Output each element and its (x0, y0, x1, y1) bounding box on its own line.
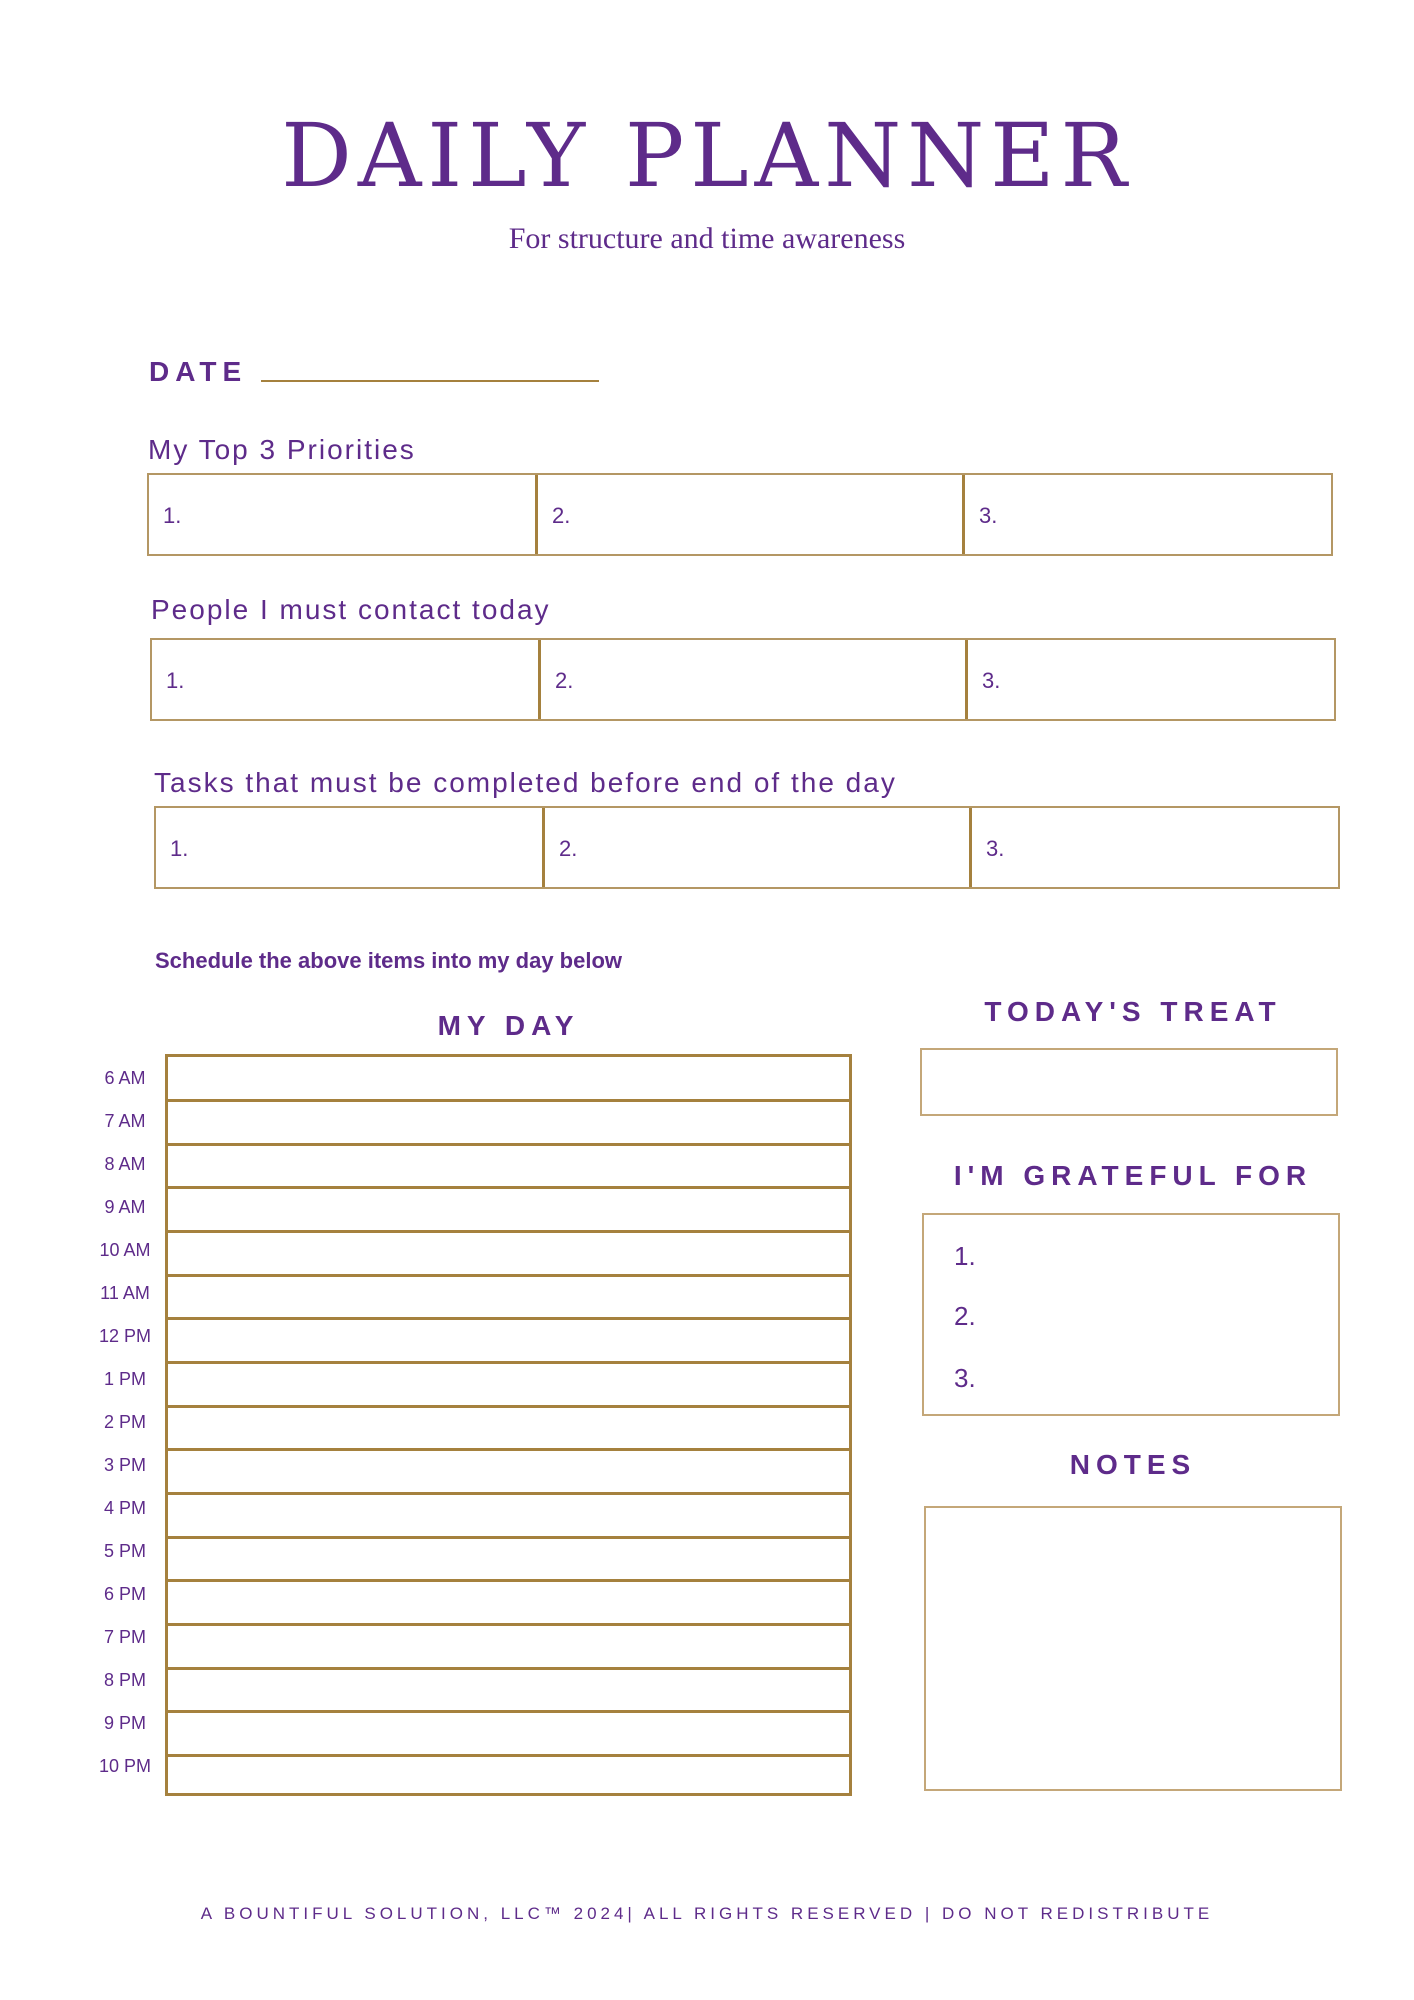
time-label: 10 PM (98, 1756, 152, 1776)
hour-line (168, 1143, 849, 1146)
hour-line (168, 1405, 849, 1408)
date-line[interactable] (261, 380, 599, 382)
my-day-heading: MY DAY (437, 1010, 580, 1041)
grateful-heading: I'M GRATEFUL FOR (953, 1160, 1313, 1191)
hour-line (168, 1274, 849, 1277)
task-number: 3. (986, 836, 1005, 861)
task-cell-2[interactable] (542, 808, 969, 887)
task-number: 2. (559, 836, 578, 861)
task-cell-3[interactable] (969, 808, 1338, 887)
time-label: 4 PM (103, 1498, 146, 1518)
page-title: DAILY PLANNER (281, 104, 1133, 207)
hour-line (168, 1536, 849, 1539)
hour-line (168, 1186, 849, 1189)
hour-line (168, 1317, 849, 1320)
notes-box[interactable] (924, 1506, 1342, 1791)
priority-number: 1. (163, 503, 182, 528)
priority-number: 2. (552, 503, 571, 528)
tasks-row (154, 806, 1340, 889)
time-label: 8 AM (104, 1154, 146, 1174)
hour-line (168, 1448, 849, 1451)
time-label: 6 PM (103, 1584, 146, 1604)
time-label: 12 PM (98, 1326, 152, 1346)
grateful-box[interactable] (922, 1213, 1340, 1416)
grateful-number: 1. (954, 1241, 976, 1271)
hour-line (168, 1710, 849, 1713)
time-label: 9 PM (103, 1713, 146, 1733)
contacts-label: People I must contact today (151, 594, 551, 625)
tasks-label: Tasks that must be completed before end of the day (154, 767, 897, 798)
time-label: 10 AM (99, 1240, 151, 1260)
time-label: 11 AM (100, 1283, 150, 1303)
hour-line (168, 1492, 849, 1495)
grateful-number: 2. (954, 1301, 976, 1331)
contact-cell-2[interactable] (538, 640, 965, 719)
hour-line (168, 1099, 849, 1102)
time-label: 3 PM (103, 1455, 146, 1475)
time-label: 9 AM (104, 1197, 146, 1217)
hour-line (168, 1754, 849, 1757)
contact-cell-1[interactable] (152, 640, 538, 719)
footer: A BOUNTIFUL SOLUTION, LLC™ 2024| ALL RIGHTS RESERVED | DO NOT REDISTRIBUTE (200, 1904, 1214, 1923)
contact-number: 1. (166, 668, 185, 693)
priority-number: 3. (979, 503, 998, 528)
time-label: 2 PM (103, 1412, 146, 1432)
treat-heading: TODAY'S TREAT (984, 996, 1282, 1027)
priority-cell-1[interactable] (149, 475, 535, 554)
contact-number: 3. (982, 668, 1001, 693)
my-day-grid (165, 1054, 852, 1796)
time-label: 5 PM (103, 1541, 146, 1561)
page-subtitle: For structure and time awareness (508, 222, 906, 255)
contact-cell-3[interactable] (965, 640, 1334, 719)
priorities-label: My Top 3 Priorities (148, 434, 416, 465)
schedule-note: Schedule the above items into my day below (155, 948, 623, 973)
time-label: 8 PM (103, 1670, 146, 1690)
task-number: 1. (170, 836, 189, 861)
grateful-number: 3. (954, 1363, 976, 1393)
contact-number: 2. (555, 668, 574, 693)
time-label: 1 PM (103, 1369, 146, 1389)
hour-line (168, 1579, 849, 1582)
time-label: 6 AM (104, 1068, 146, 1088)
contacts-row (150, 638, 1336, 721)
priorities-row (147, 473, 1333, 556)
treat-box[interactable] (920, 1048, 1338, 1116)
date-label: DATE (149, 356, 248, 387)
time-label: 7 PM (103, 1627, 146, 1647)
time-label: 7 AM (104, 1111, 146, 1131)
hour-line (168, 1361, 849, 1364)
task-cell-1[interactable] (156, 808, 542, 887)
notes-heading: NOTES (1069, 1449, 1197, 1480)
priority-cell-3[interactable] (962, 475, 1331, 554)
hour-line (168, 1667, 849, 1670)
priority-cell-2[interactable] (535, 475, 962, 554)
hour-line (168, 1623, 849, 1626)
hour-line (168, 1230, 849, 1233)
